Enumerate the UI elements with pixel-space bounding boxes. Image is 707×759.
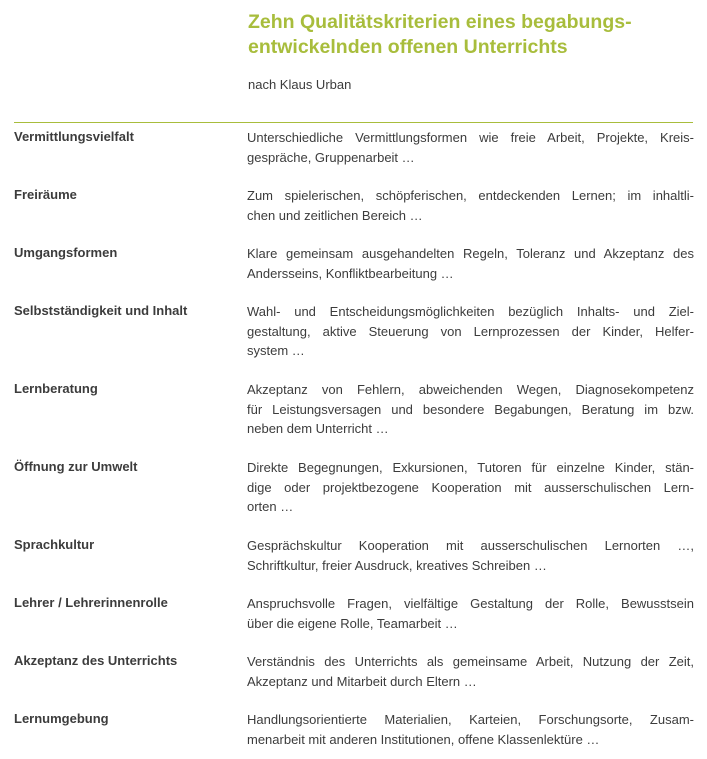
description-line: chen und zeitlichen Bereich … xyxy=(247,207,423,223)
description-line: Schriftkultur, freier Ausdruck, kreatives Schreiben … xyxy=(247,557,547,573)
criterion-description xyxy=(247,536,694,575)
criterion-description xyxy=(247,710,694,749)
description-line: gespräche, Gruppenarbeit … xyxy=(247,149,415,165)
description-line: Klare gemeinsam ausgehandelten Regeln, Toleranz und Akzeptanz des xyxy=(247,246,694,261)
page-title xyxy=(248,10,698,60)
description-line: neben dem Unterricht … xyxy=(247,421,389,436)
criterion-term: Lernberatung xyxy=(14,381,98,396)
description-line: für Leistungsversagen und besondere Begabungen, Beratung im bzw. xyxy=(247,401,694,417)
criterion-description xyxy=(247,186,694,225)
criterion-description xyxy=(247,302,694,361)
description-line: gestaltung, aktive Steuerung von Lernprozessen der Kinder, Helfer- xyxy=(247,323,694,339)
description-line: Gesprächskultur Kooperation mit ausserschulischen Lernorten …, xyxy=(247,538,694,553)
description-line: Akzeptanz und Mitarbeit durch Eltern … xyxy=(247,673,477,689)
description-line: orten … xyxy=(247,499,294,514)
title-line: entwickelnden offenen Unterrichts xyxy=(248,36,568,58)
description-line: Zum spielerischen, schöpferischen, entdeckenden Lernen; im inhaltli- xyxy=(247,188,694,203)
criterion-term: Sprachkultur xyxy=(14,537,95,552)
criterion-description xyxy=(247,458,694,517)
description-line: Wahl- und Entscheidungsmöglichkeiten bezüglich Inhalts- und Ziel- xyxy=(247,304,694,319)
criterion-description xyxy=(247,652,694,691)
description-line: über die eigene Rolle, Teamarbeit … xyxy=(247,615,458,631)
criterion-term: Lehrer / Lehrerinnenrolle xyxy=(14,595,168,610)
description-line: dige oder projektbezogene Kooperation mit ausserschulischen Lern- xyxy=(247,479,694,495)
criterion-description xyxy=(247,594,694,633)
description-line: Direkte Begegnungen, Exkursionen, Tutoren für einzelne Kinder, stän- xyxy=(247,460,694,475)
description-line: menarbeit mit anderen Institutionen, offene Klassenlektüre … xyxy=(247,731,600,747)
subtitle: nach Klaus Urban xyxy=(248,77,352,92)
criterion-term: Selbstständigkeit und Inhalt xyxy=(14,303,188,318)
description-line: Anspruchsvolle Fragen, vielfältige Gestaltung der Rolle, Bewusstsein xyxy=(247,596,694,611)
criterion-description xyxy=(247,244,694,283)
divider xyxy=(14,122,693,123)
criterion-description xyxy=(247,380,694,439)
criterion-term: Vermittlungsvielfalt xyxy=(14,129,134,144)
criterion-term: Akzeptanz des Unterrichts xyxy=(14,653,178,668)
criterion-description xyxy=(247,128,694,167)
description-line: Handlungsorientierte Materialien, Karteien, Forschungsorte, Zusam- xyxy=(247,712,694,727)
description-line: Andersseins, Konfliktbearbeitung … xyxy=(247,265,454,281)
criterion-term: Lernumgebung xyxy=(14,711,109,726)
description-line: system … xyxy=(247,343,305,358)
title-line: Zehn Qualitätskriterien eines begabungs- xyxy=(248,11,632,33)
criterion-term: Freiräume xyxy=(14,187,77,202)
description-line: Verständnis des Unterrichts als gemeinsame Arbeit, Nutzung der Zeit, xyxy=(247,654,694,669)
criterion-term: Öffnung zur Umwelt xyxy=(14,459,138,474)
description-line: Unterschiedliche Vermittlungsformen wie freie Arbeit, Projekte, Kreis- xyxy=(247,130,694,145)
description-line: Akzeptanz von Fehlern, abweichenden Wegen, Diagnosekompetenz xyxy=(247,382,694,397)
criterion-term: Umgangsformen xyxy=(14,245,118,260)
